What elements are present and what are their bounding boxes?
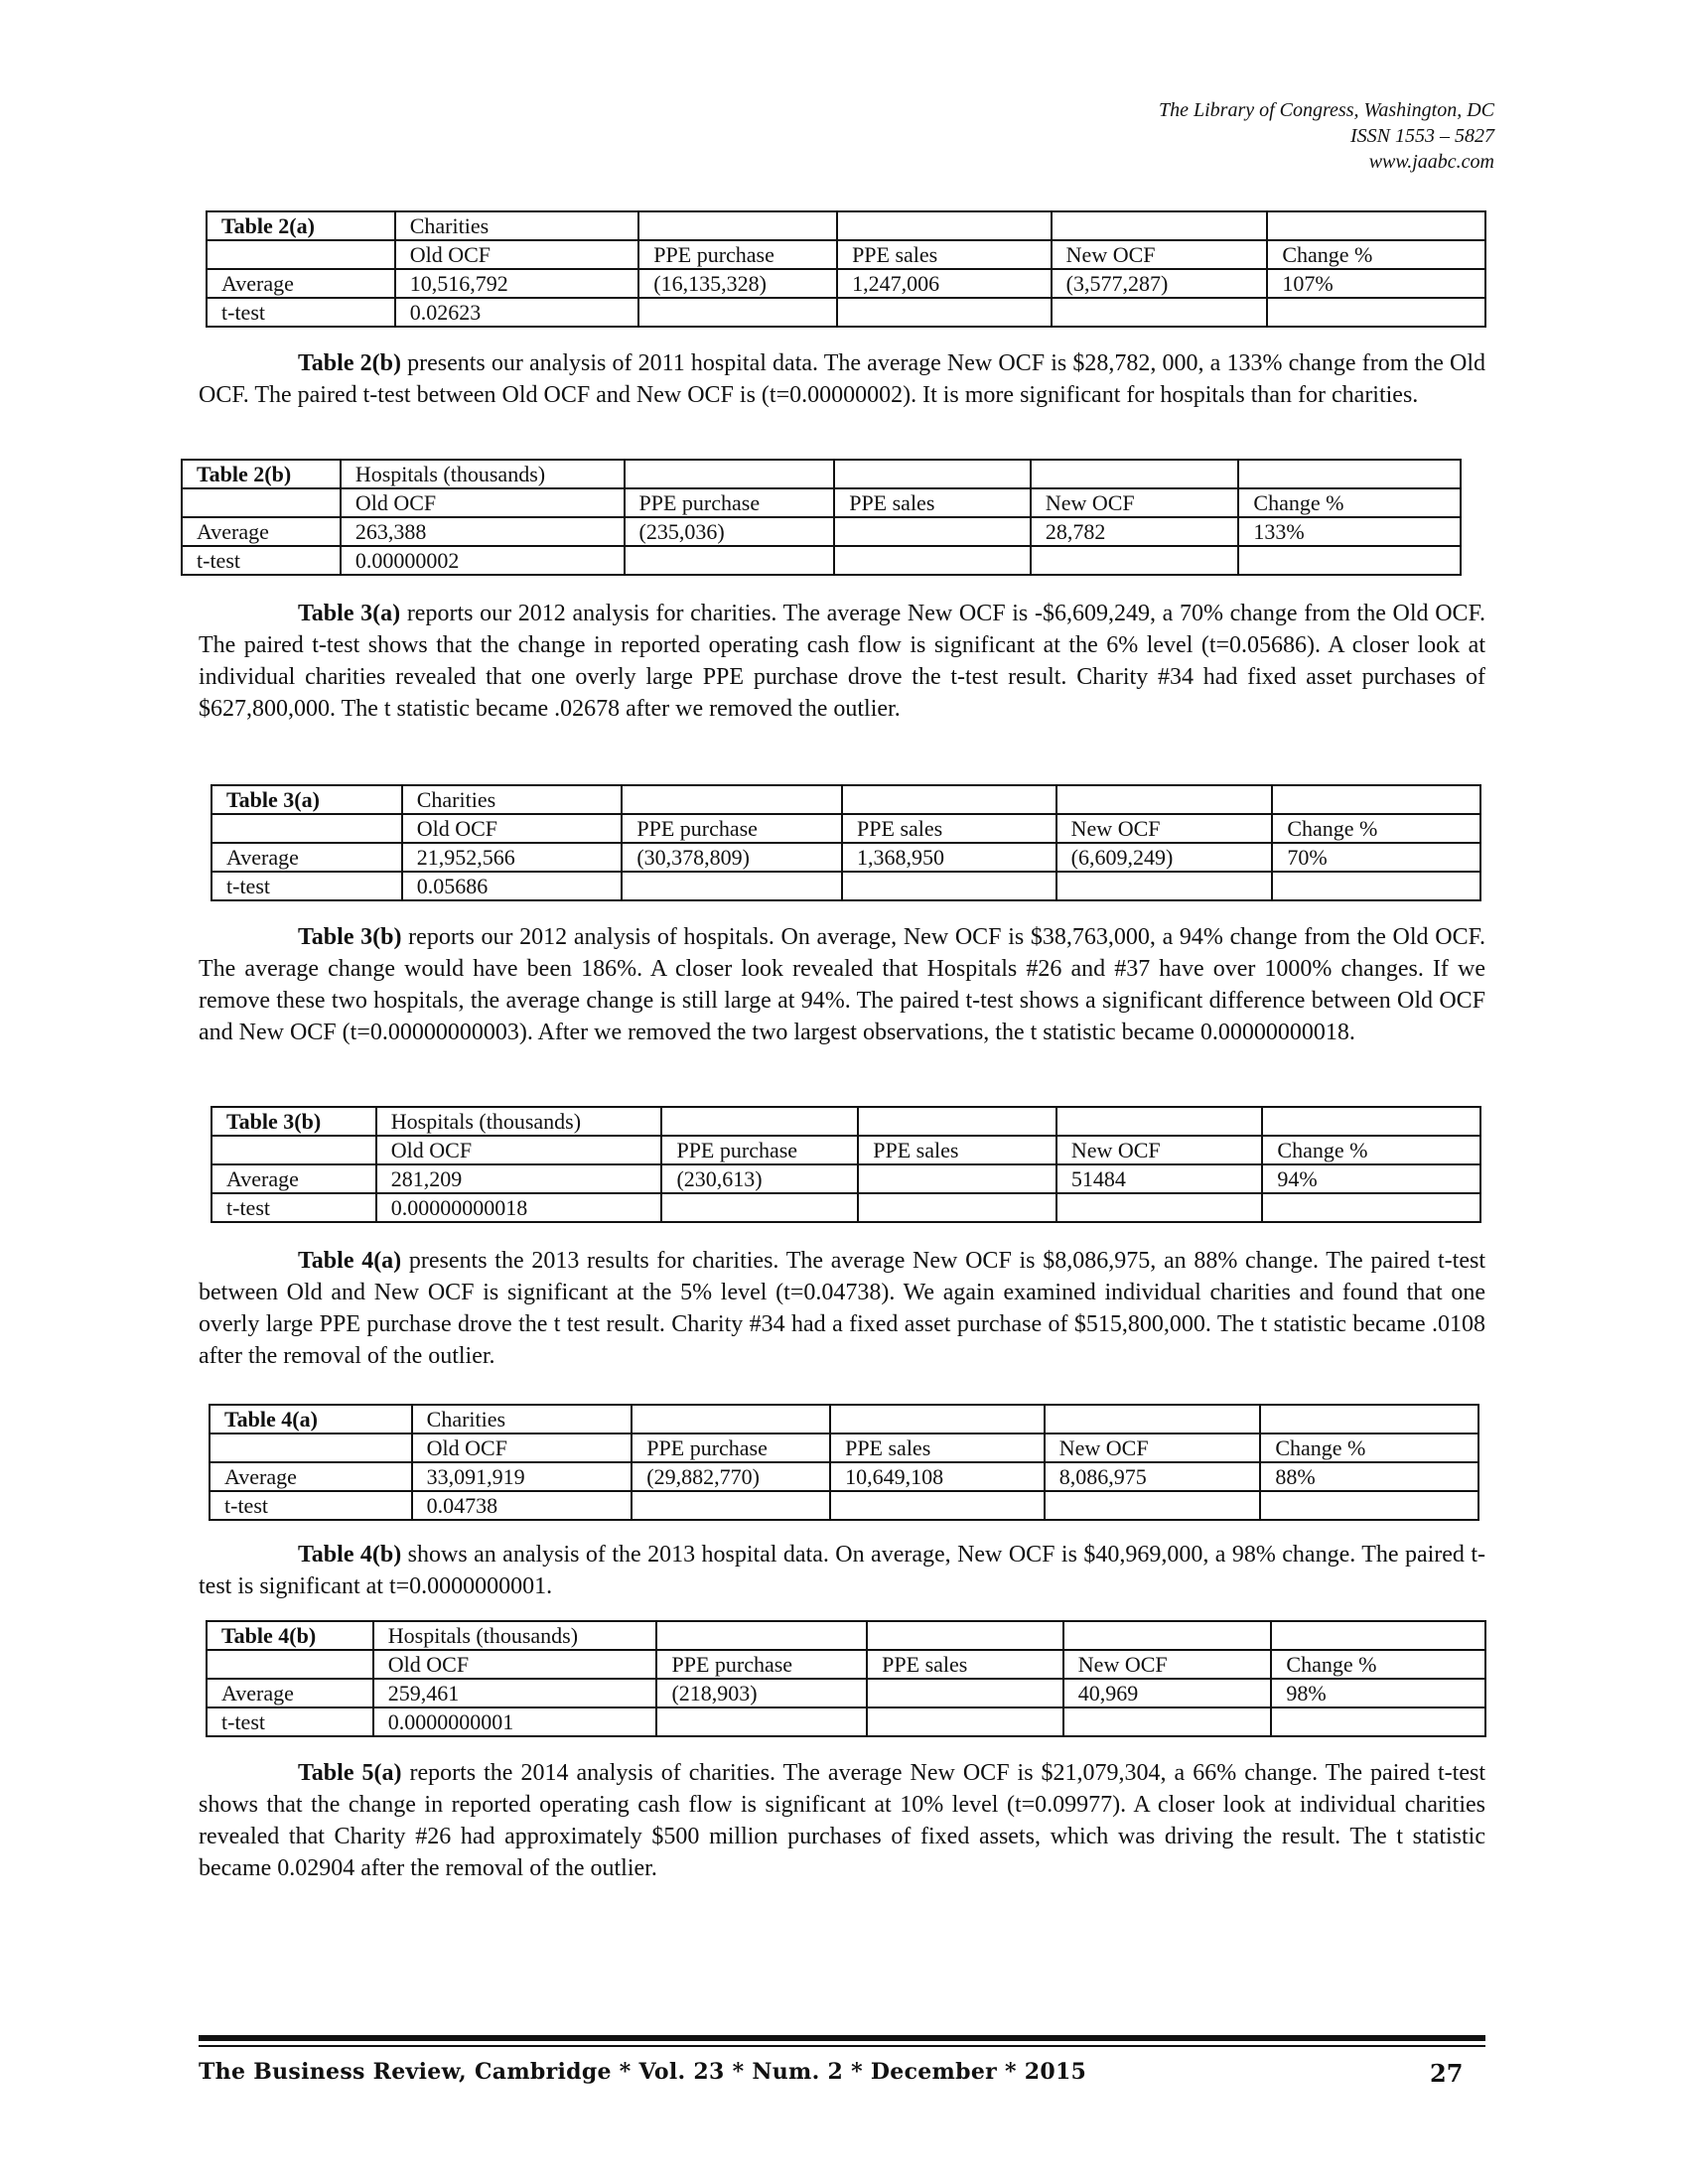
table-cell: 133%: [1238, 517, 1461, 546]
table-cell: Average: [182, 517, 341, 546]
table-row: [211, 1164, 1480, 1193]
footer-rule-thick: [199, 2035, 1485, 2041]
table-cell: (3,577,287): [1052, 269, 1268, 298]
column-header: Old OCF: [376, 1136, 662, 1164]
paragraph-text: reports our 2012 analysis of hospitals. On average, New OCF is $38,763,000, a 94% change from the Old OCF. The average change would have been 186%. A closer look revealed that Hospitals #26 and #37 have over 1000% changes. If we remove these two hospitals, the average change is still large at 94%. The paired t-test shows a significant difference between Old OCF and New OCF (t=0.00000000003). After we removed the two largest observations, the t statistic became 0.00000000018.: [199, 924, 1485, 1045]
table-4a: [209, 1404, 1479, 1521]
table-label: Table 2(a): [207, 211, 395, 240]
column-header: PPE sales: [867, 1650, 1063, 1679]
table-row: [211, 872, 1480, 900]
paragraph-table-4b: [199, 1539, 1485, 1602]
footer-journal: The Business Review, Cambridge * Vol. 23 * Num. 2 * December * 2015: [199, 2059, 1087, 2085]
column-header: PPE purchase: [632, 1433, 830, 1462]
table-cell: (218,903): [656, 1679, 867, 1707]
column-header: PPE purchase: [625, 488, 835, 517]
column-header: PPE sales: [830, 1433, 1045, 1462]
footer-rule-thin: [199, 2045, 1485, 2047]
paragraph-lead: Table 4(b): [298, 1542, 402, 1568]
column-header: New OCF: [1056, 1136, 1263, 1164]
column-header: Change %: [1238, 488, 1461, 517]
paragraph-lead: Table 3(b): [298, 924, 402, 950]
table-cell: 1,247,006: [837, 269, 1052, 298]
paragraph-table-3b: [199, 921, 1485, 1048]
paragraph-text: shows an analysis of the 2013 hospital data. On average, New OCF is $40,969,000, a 98% change. The paired t-test is significant at t=0.0000000001.: [199, 1542, 1485, 1599]
column-header: New OCF: [1052, 240, 1268, 269]
table-cell: t-test: [210, 1491, 412, 1520]
table-label: Table 3(b): [211, 1107, 376, 1136]
table-cell: 8,086,975: [1045, 1462, 1261, 1491]
table-cell: 259,461: [373, 1679, 657, 1707]
table-2b-block: [181, 459, 1462, 576]
table-row: [182, 460, 1461, 488]
table-label: Table 2(b): [182, 460, 341, 488]
paragraph-table-2b: [199, 347, 1485, 411]
table-3b-block: [211, 1106, 1481, 1223]
table-label: Table 4(a): [210, 1405, 412, 1433]
table-row: [207, 298, 1485, 327]
table-3a: [211, 784, 1481, 901]
page-number: 27: [1430, 2059, 1464, 2088]
column-header: Old OCF: [395, 240, 639, 269]
table-cell: 0.00000002: [341, 546, 625, 575]
table-cell: [834, 517, 1031, 546]
table-cell: t-test: [207, 1707, 373, 1736]
column-header: PPE purchase: [638, 240, 837, 269]
table-cell: 33,091,919: [412, 1462, 633, 1491]
column-header: PPE purchase: [622, 814, 842, 843]
table-cell: 40,969: [1063, 1679, 1272, 1707]
paragraph-text: reports our 2012 analysis for charities. The average New OCF is -$6,609,249, a 70% change from the Old OCF. The paired t-test shows that the change in reported operating cash flow is significant at the 6% level (t=0.05686). A closer look at individual charities revealed that one overly large PPE purchase drove the t-test result. Charity #34 had fixed asset purchases of $627,800,000. The t statistic became .02678 after we removed the outlier.: [199, 601, 1485, 722]
column-header: Change %: [1271, 1650, 1485, 1679]
table-row: [211, 1107, 1480, 1136]
table-row: [210, 1462, 1478, 1491]
table-cell: Average: [207, 269, 395, 298]
table-row: [211, 843, 1480, 872]
table-cell: (6,609,249): [1056, 843, 1273, 872]
table-row: [210, 1405, 1478, 1433]
table-header-row: [211, 1136, 1480, 1164]
table-2b: [181, 459, 1462, 576]
table-cell: 0.0000000001: [373, 1707, 657, 1736]
table-header-row: [211, 814, 1480, 843]
table-row: [207, 1679, 1485, 1707]
paragraph-table-4a: [199, 1245, 1485, 1372]
table-label: Table 4(b): [207, 1621, 373, 1650]
table-row: [207, 1621, 1485, 1650]
table-cell: Average: [211, 1164, 376, 1193]
column-header: Change %: [1262, 1136, 1480, 1164]
table-cell: 88%: [1260, 1462, 1478, 1491]
table-cell: [867, 1679, 1063, 1707]
table-cell: 1,368,950: [842, 843, 1056, 872]
paragraph-text: reports the 2014 analysis of charities. The average New OCF is $21,079,304, a 66% change. The paired t-test shows that the change in reported operating cash flow is significant at 10% level (t=0.09977). A closer look at individual charities revealed that Charity #26 had approximately $500 million purchases of fixed assets, which was driving the result. The t statistic became 0.02904 after the removal of the outlier.: [199, 1760, 1485, 1881]
table-header-row: [207, 240, 1485, 269]
table-3a-block: [211, 784, 1481, 901]
header-issn: ISSN 1553 – 5827: [1350, 125, 1494, 147]
table-cell: t-test: [211, 872, 402, 900]
table-row: [211, 785, 1480, 814]
table-cell: 28,782: [1031, 517, 1239, 546]
table-group: Hospitals (thousands): [373, 1621, 657, 1650]
table-row: [211, 1193, 1480, 1222]
paragraph-lead: Table 5(a): [298, 1760, 402, 1786]
table-row: [207, 1707, 1485, 1736]
table-cell: t-test: [182, 546, 341, 575]
table-cell: 281,209: [376, 1164, 662, 1193]
table-4b: [206, 1620, 1486, 1737]
table-cell: 70%: [1272, 843, 1480, 872]
paragraph-lead: Table 4(a): [298, 1248, 402, 1274]
column-header: PPE sales: [842, 814, 1056, 843]
table-cell: 21,952,566: [402, 843, 623, 872]
table-row: [210, 1491, 1478, 1520]
table-row: [207, 211, 1485, 240]
column-header: New OCF: [1056, 814, 1273, 843]
column-header: New OCF: [1063, 1650, 1272, 1679]
table-cell: 10,516,792: [395, 269, 639, 298]
table-group: Hospitals (thousands): [376, 1107, 662, 1136]
table-cell: 0.02623: [395, 298, 639, 327]
column-header: Old OCF: [341, 488, 625, 517]
table-cell: t-test: [211, 1193, 376, 1222]
table-cell: (16,135,328): [638, 269, 837, 298]
paragraph-lead: Table 3(a): [298, 601, 401, 626]
header-publisher: The Library of Congress, Washington, DC: [1158, 99, 1494, 121]
table-cell: [858, 1164, 1056, 1193]
column-header: PPE sales: [858, 1136, 1056, 1164]
table-cell: Average: [211, 843, 402, 872]
table-cell: Average: [210, 1462, 412, 1491]
table-2a-block: [206, 210, 1486, 328]
column-header: New OCF: [1031, 488, 1239, 517]
table-4b-block: [206, 1620, 1486, 1737]
table-row: [207, 269, 1485, 298]
column-header: PPE sales: [837, 240, 1052, 269]
column-header: Change %: [1260, 1433, 1478, 1462]
table-cell: 10,649,108: [830, 1462, 1045, 1491]
column-header: Change %: [1272, 814, 1480, 843]
table-cell: 263,388: [341, 517, 625, 546]
paragraph-table-5a: [199, 1757, 1485, 1884]
table-group: Hospitals (thousands): [341, 460, 625, 488]
table-cell: (230,613): [661, 1164, 858, 1193]
table-cell: (235,036): [625, 517, 835, 546]
table-header-row: [210, 1433, 1478, 1462]
running-header: [1159, 97, 1494, 175]
table-cell: t-test: [207, 298, 395, 327]
table-cell: 51484: [1056, 1164, 1263, 1193]
table-cell: 94%: [1262, 1164, 1480, 1193]
table-3b: [211, 1106, 1481, 1223]
table-cell: Average: [207, 1679, 373, 1707]
table-header-row: [207, 1650, 1485, 1679]
column-header: Change %: [1267, 240, 1485, 269]
column-header: Old OCF: [412, 1433, 633, 1462]
table-4a-block: [209, 1404, 1479, 1521]
table-cell: 0.00000000018: [376, 1193, 662, 1222]
table-row: [182, 517, 1461, 546]
table-header-row: [182, 488, 1461, 517]
table-row: [182, 546, 1461, 575]
paragraph-lead: Table 2(b): [298, 350, 401, 376]
table-group: Charities: [402, 785, 623, 814]
paragraph-text: presents the 2013 results for charities. The average New OCF is $8,086,975, an 88% change. The paired t-test between Old and New OCF is significant at the 5% level (t=0.04738). We again examined individual charities and found that one overly large PPE purchase drove the t test result. Charity #34 had a fixed asset purchase of $515,800,000. The t statistic became .0108 after the removal of the outlier.: [199, 1248, 1485, 1369]
column-header: Old OCF: [402, 814, 623, 843]
column-header: PPE purchase: [661, 1136, 858, 1164]
table-cell: 107%: [1267, 269, 1485, 298]
table-group: Charities: [412, 1405, 633, 1433]
table-label: Table 3(a): [211, 785, 402, 814]
table-2a: [206, 210, 1486, 328]
table-cell: (29,882,770): [632, 1462, 830, 1491]
table-cell: 0.04738: [412, 1491, 633, 1520]
table-group: Charities: [395, 211, 639, 240]
header-website: www.jaabc.com: [1368, 151, 1494, 173]
column-header: PPE sales: [834, 488, 1031, 517]
table-cell: 98%: [1271, 1679, 1485, 1707]
paragraph-table-3a: [199, 598, 1485, 725]
column-header: New OCF: [1045, 1433, 1261, 1462]
column-header: Old OCF: [373, 1650, 657, 1679]
column-header: PPE purchase: [656, 1650, 867, 1679]
table-cell: 0.05686: [402, 872, 623, 900]
table-cell: (30,378,809): [622, 843, 842, 872]
paragraph-text: presents our analysis of 2011 hospital data. The average New OCF is $28,782, 000, a 133% change from the Old OCF. The paired t-test between Old OCF and New OCF is (t=0.00000002). It is more significant for hospitals than for charities.: [199, 350, 1485, 408]
